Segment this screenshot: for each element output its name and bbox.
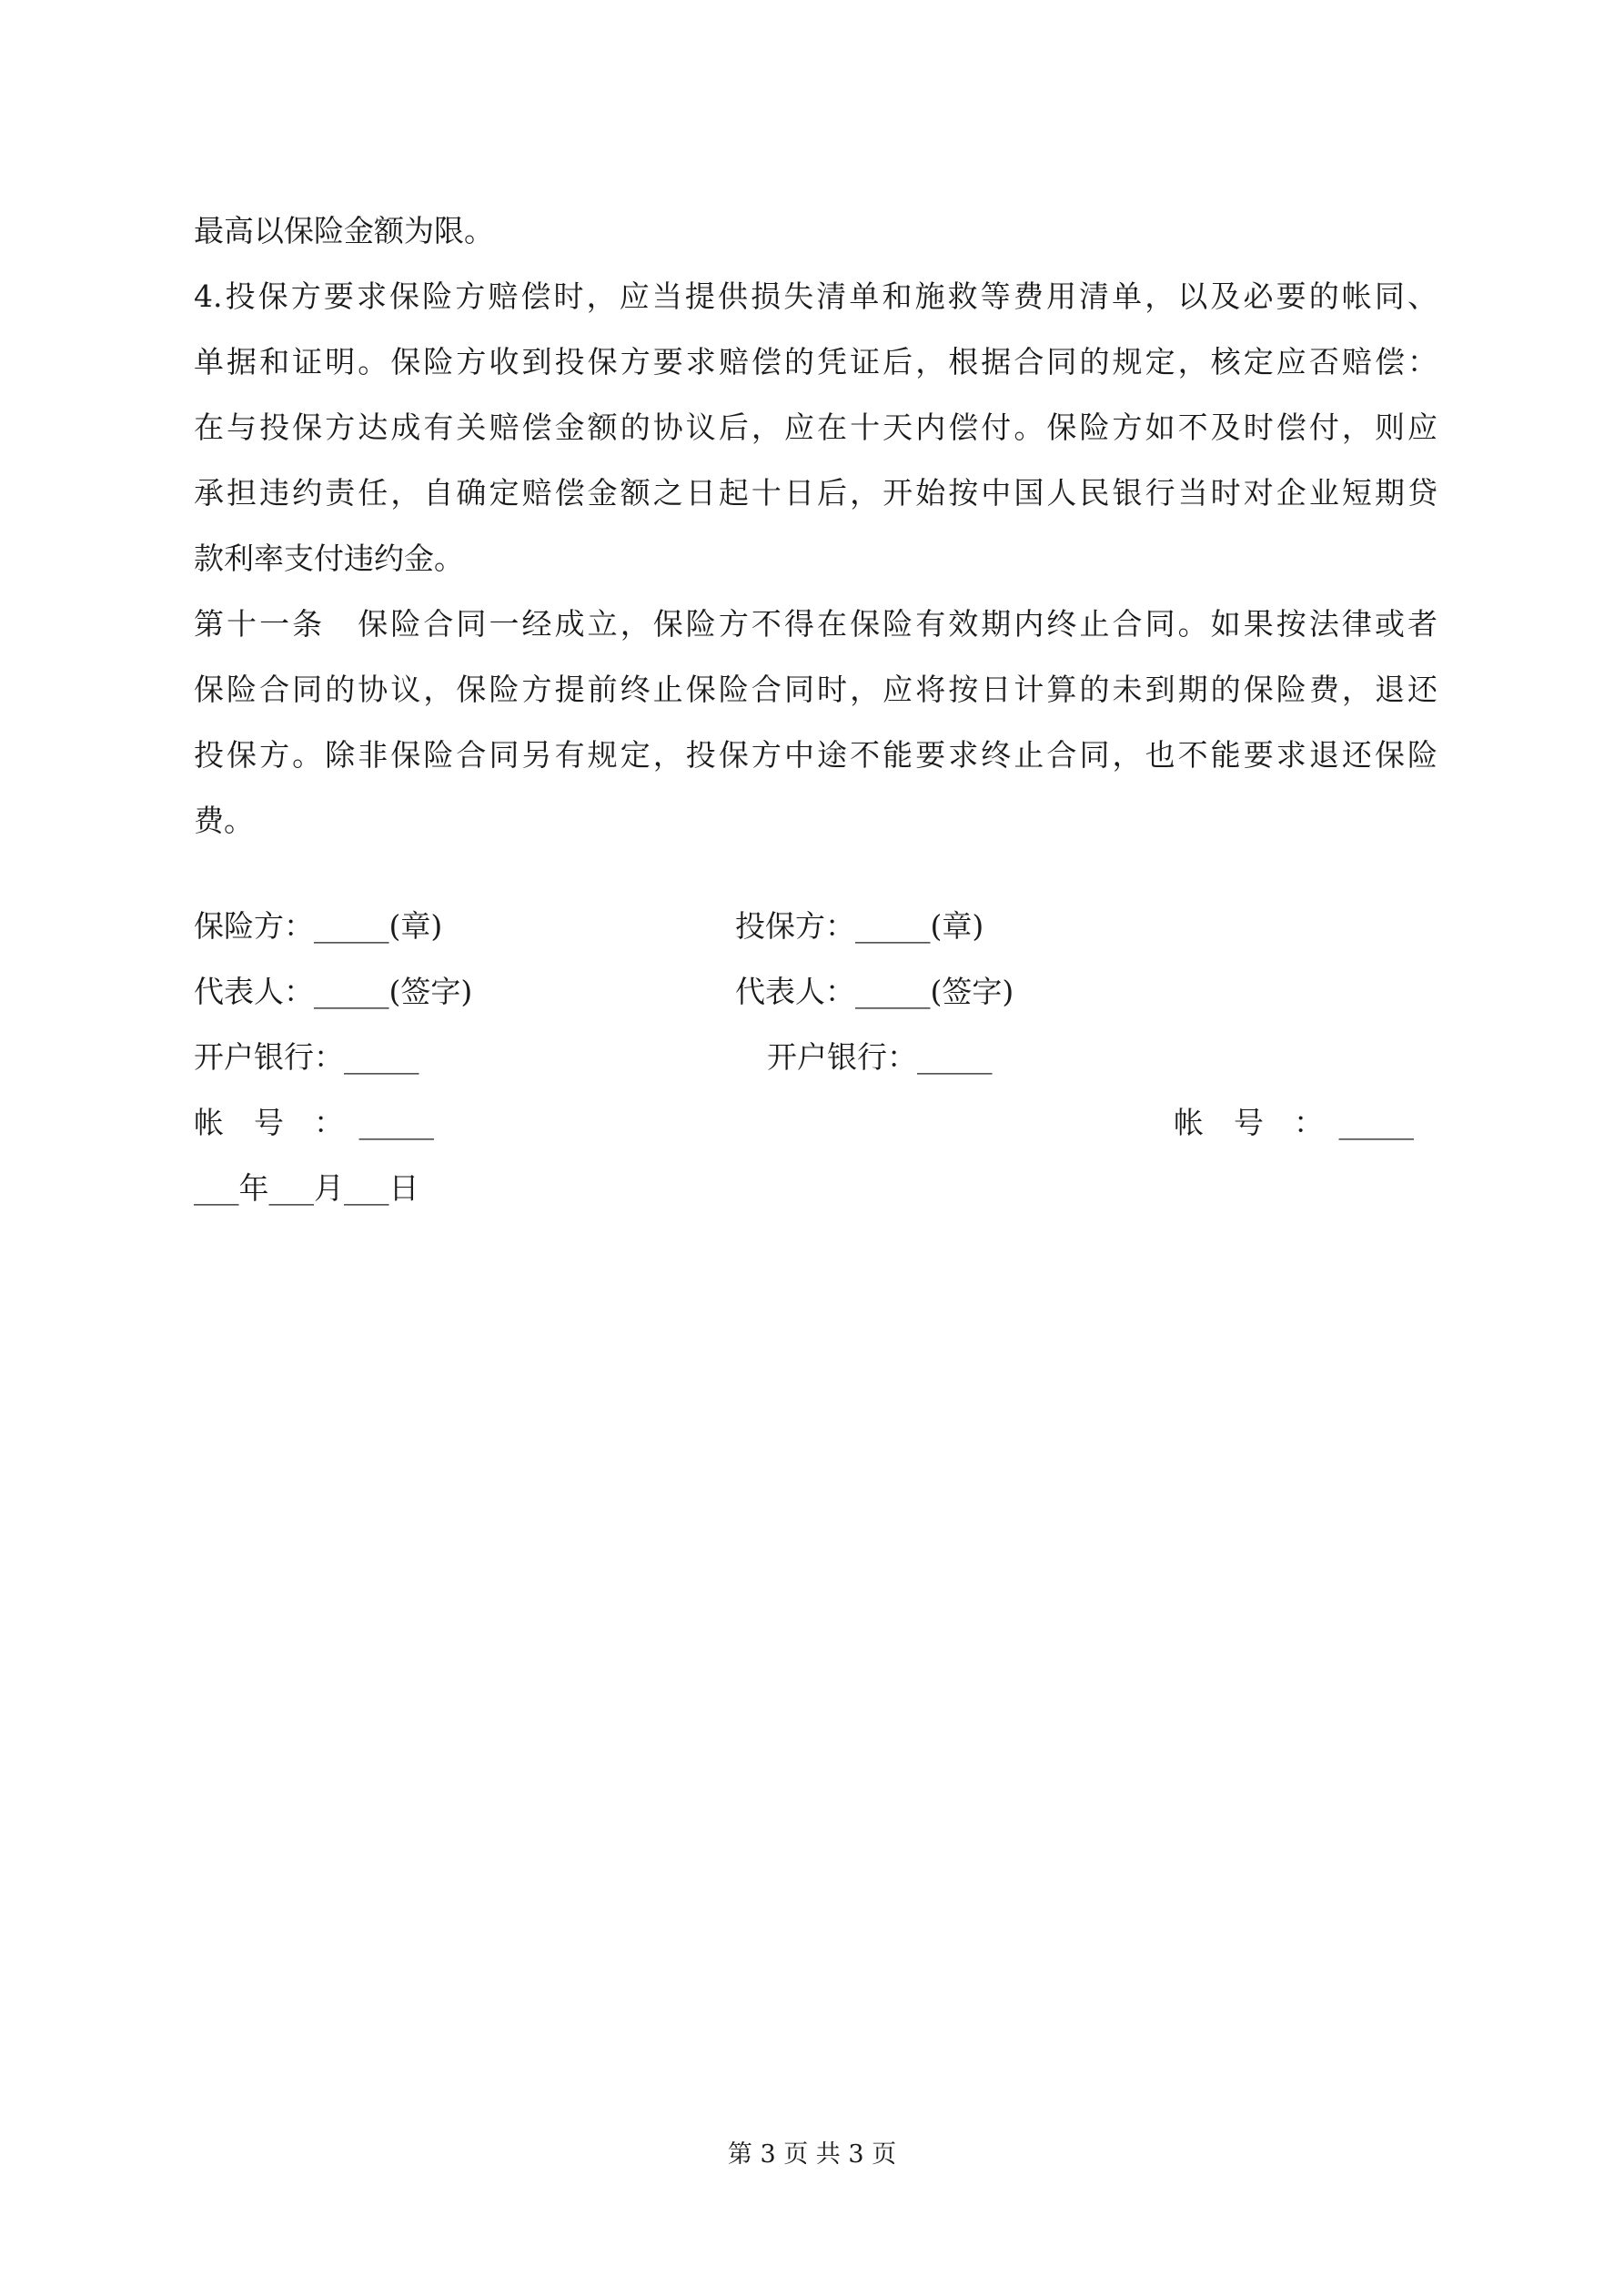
applicant-seal-field: 投保方：_____(章)	[735, 908, 984, 944]
page-number-footer: 第 3 页 共 3 页	[727, 2140, 897, 2169]
text-line: 最高以保险金额为限。	[194, 213, 494, 248]
text-line: 承担违约责任，自确定赔偿金额之日起十日后，开始按中国人民银行当时对企业短期贷	[194, 475, 1437, 511]
text-line: 单据和证明。保险方收到投保方要求赔偿的凭证后，根据合同的规定，核定应否赔偿：	[194, 344, 1437, 379]
paragraph-insured-limit	[194, 198, 1437, 264]
signing-date-field: ___年___月___日	[194, 1170, 419, 1206]
paragraph-claim-procedure	[194, 264, 1437, 592]
applicant-bank-field: 开户银行：_____	[767, 1039, 993, 1075]
insurer-representative-field: 代表人：_____(签字)	[194, 974, 473, 1009]
insurer-account-field: 帐 号 ： _____	[194, 1105, 434, 1140]
applicant-account-field: 帐 号 ： _____	[1174, 1105, 1414, 1140]
text-line: 款利率支付违约金。	[194, 541, 464, 576]
text-line: 4.投保方要求保险方赔偿时，应当提供损失清单和施救等费用清单，以及必要的帐同、	[194, 278, 1437, 314]
insurer-bank-field: 开户银行：_____	[194, 1039, 419, 1075]
contract-body	[194, 198, 1437, 854]
insurer-seal-field: 保险方：_____(章)	[194, 908, 443, 944]
text-line: 投保方。除非保险合同另有规定，投保方中途不能要求终止合同，也不能要求退还保险	[194, 737, 1437, 773]
text-line: 第十一条 保险合同一经成立，保险方不得在保险有效期内终止合同。如果按法律或者	[194, 606, 1437, 642]
paragraph-article-11	[194, 592, 1437, 854]
text-line: 费。	[194, 803, 254, 838]
text-line: 保险合同的协议，保险方提前终止保险合同时，应将按日计算的未到期的保险费，退还	[194, 672, 1437, 707]
text-line: 在与投保方达成有关赔偿金额的协议后，应在十天内偿付。保险方如不及时偿付，则应	[194, 410, 1437, 445]
applicant-representative-field: 代表人：_____(签字)	[735, 974, 1014, 1009]
